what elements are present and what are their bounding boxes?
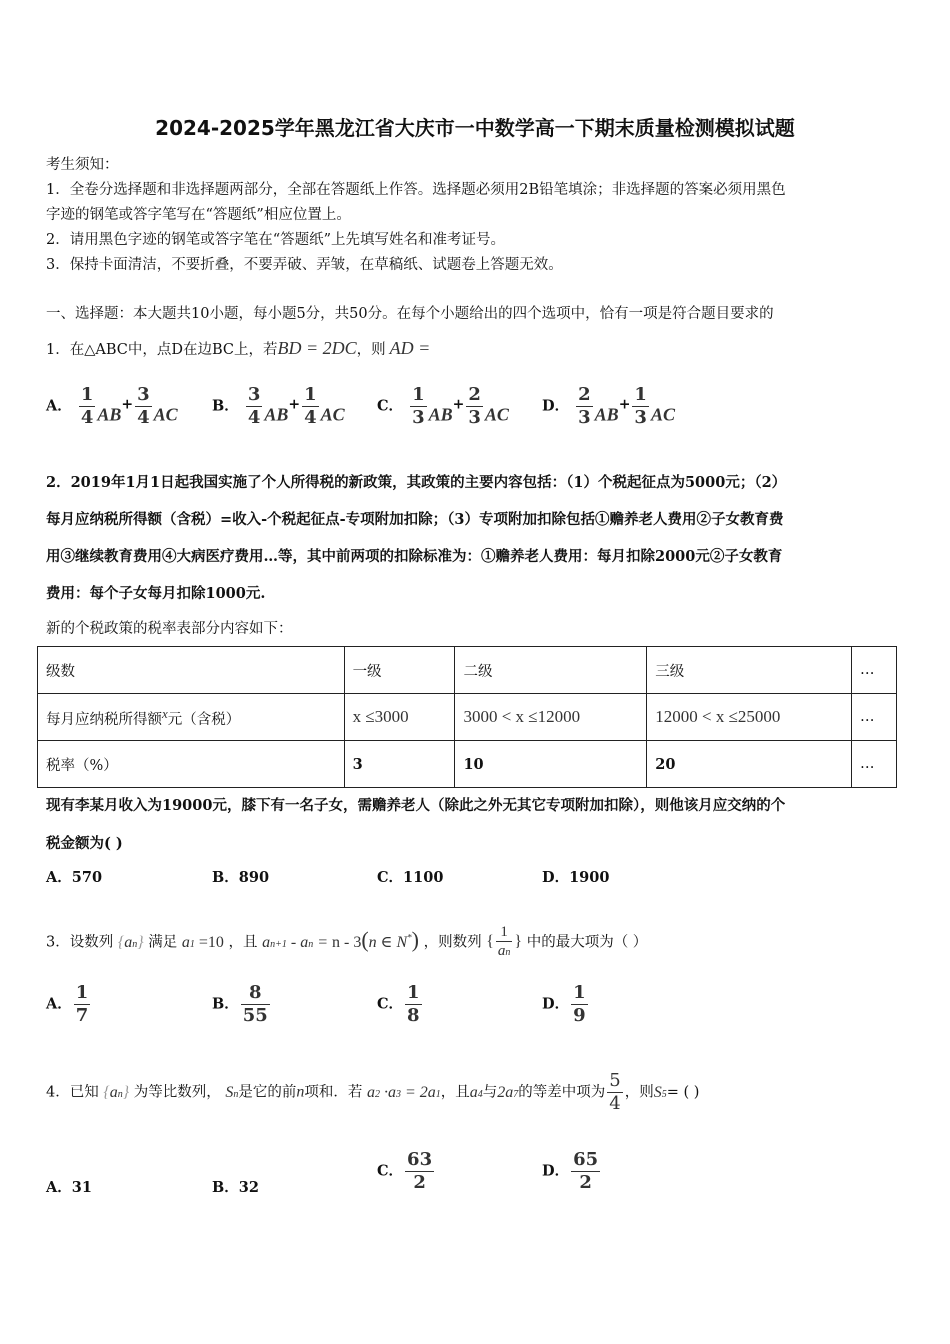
q4-n: n — [296, 1083, 305, 1101]
q4-text: 为等比数列， — [133, 1084, 221, 1101]
q3-text: ，则数列 — [423, 934, 482, 951]
table-cell: x ≤3000 — [344, 694, 455, 741]
q3-text: 中的最大项为（ ） — [526, 934, 648, 951]
option-value: 890 — [238, 869, 270, 886]
q4-text: ，则 — [624, 1084, 654, 1101]
q2-option-d[interactable] — [542, 866, 609, 887]
vector-ac: AC — [484, 404, 509, 425]
q4-option-b[interactable] — [212, 1176, 259, 1197]
option-label: B． — [212, 869, 239, 886]
notice-line-1: 1．全卷分选择题和非选择题两部分，全部在答题纸上作答。选择题必须用2B铅笔填涂；非选择题的答案必须用黑色 — [46, 182, 786, 198]
plus-sign: + — [618, 396, 631, 413]
table-row — [38, 741, 897, 788]
q4-seq: {an} — [103, 1083, 130, 1101]
q3-seq: {an} — [117, 933, 144, 951]
q2-line-4: 费用：每个子女每月扣除1000元. — [46, 585, 266, 602]
fraction: $\frac{3}{4}$ — [247, 384, 261, 428]
option-label: C． — [377, 1162, 404, 1180]
table-cell: 12000 < x ≤25000 — [647, 694, 852, 741]
option-label: C． — [377, 397, 404, 415]
option-label: A． — [46, 995, 72, 1013]
fraction: $\frac{5}{4}$ — [609, 1070, 621, 1114]
option-label: D． — [542, 1162, 570, 1180]
vector-ac: AC — [153, 404, 178, 425]
option-label: C． — [377, 869, 404, 886]
fraction: $\frac{2}{3}$ — [468, 384, 481, 428]
option-value: 1100 — [403, 869, 444, 886]
q4-text: 与 — [482, 1084, 498, 1101]
q1-option-a[interactable] — [46, 384, 178, 429]
notice-heading: 考生须知： — [46, 157, 119, 173]
option-label: D． — [542, 869, 570, 886]
cell-text: 元（含税） — [167, 711, 241, 728]
option-label: B． — [212, 397, 239, 415]
plus-sign: + — [288, 396, 301, 413]
q4-a4: a4 — [469, 1083, 483, 1101]
option-label: A． — [46, 869, 72, 886]
question-3-stem — [46, 923, 647, 962]
fraction: $\frac{3}{4}$ — [137, 384, 150, 428]
q4-text: 是它的前 — [238, 1084, 297, 1101]
q1-stem-a: 1．在△ABC中，点D在边BC上，若 — [46, 342, 278, 358]
fraction: $\frac{1}{4}$ — [80, 384, 94, 428]
q4-2a7: 2a7 — [497, 1083, 519, 1101]
fraction: $\frac{8}{55}$ — [242, 982, 268, 1026]
fraction: $\frac{1}{9}$ — [573, 982, 586, 1026]
table-cell: 税率（%） — [38, 741, 345, 788]
q2-line-7: 税金额为( ) — [46, 835, 123, 852]
option-value: 32 — [238, 1179, 259, 1196]
option-label: D． — [542, 397, 570, 415]
q3-text: 满足 — [148, 934, 178, 951]
option-value: 570 — [71, 869, 103, 886]
fraction: $\frac{2}{3}$ — [578, 384, 591, 428]
q3-text: ，且 — [228, 934, 258, 951]
q4-sn: Sn — [225, 1083, 239, 1101]
table-cell: 二级 — [455, 647, 647, 694]
q3-reciprocal-seq: { $\frac{1}{an}$ } — [486, 923, 522, 962]
vector-ac: AC — [320, 404, 345, 425]
page-title: 2024-2025学年黑龙江省大庆市一中数学高一下期末质量检测模拟试题 — [155, 116, 795, 140]
q4-text: 项和．若 — [304, 1084, 363, 1101]
table-cell: 10 — [455, 741, 647, 788]
option-label: B． — [212, 995, 239, 1013]
q1-stem-b: ，则 — [356, 342, 386, 358]
table-cell: 3000 < x ≤12000 — [455, 694, 647, 741]
q1-option-b[interactable] — [212, 384, 345, 429]
table-cell — [38, 694, 345, 741]
q3-option-b[interactable] — [212, 982, 272, 1027]
option-label: D． — [542, 995, 570, 1013]
table-row — [38, 694, 897, 741]
q2-line-3: 用③继续教育费用④大病医疗费用…等，其中前两项的扣除标准为：①赡养老人费用：每月扣除2000元②子女教育 — [46, 548, 783, 565]
var-x: x — [162, 705, 168, 721]
option-label: A． — [46, 1179, 72, 1196]
q3-recurrence: an+1 - an = n - 3(n ∈ N*) — [262, 926, 419, 952]
q1-ask: AD = — [389, 338, 431, 358]
q1-option-d[interactable] — [542, 384, 675, 429]
option-label: C． — [377, 995, 404, 1013]
notice-line-1b: 字迹的钢笔或答字笔写在“答题纸”相应位置上。 — [46, 207, 351, 223]
q3-text: 3．设数列 — [46, 934, 114, 951]
fraction: $\frac{1}{4}$ — [304, 384, 317, 428]
q2-option-b[interactable] — [212, 866, 269, 887]
table-cell: … — [852, 694, 897, 741]
table-row — [38, 647, 897, 694]
fraction: $\frac{1}{3}$ — [412, 384, 425, 428]
q2-line-1: 2．2019年1月1日起我国实施了个人所得税的新政策，其政策的主要内容包括：（1）个税起征点为5000元；（2） — [46, 474, 787, 491]
section-heading: 一、选择题：本大题共10小题，每小题5分，共50分。在每个小题给出的四个选项中，恰有一项是符合题目要求的 — [46, 306, 774, 322]
vector-ab: AB — [594, 404, 619, 425]
table-cell: 级数 — [38, 647, 345, 694]
vector-ab: AB — [428, 404, 453, 425]
q4-condition: a2 ·a3 = 2a1 — [366, 1083, 441, 1101]
q1-option-c[interactable] — [377, 384, 509, 429]
plus-sign: + — [452, 396, 465, 413]
fraction: $\frac{65}{2}$ — [573, 1149, 599, 1193]
plus-sign: + — [121, 396, 134, 413]
cell-text: 每月应纳税所得额 — [46, 711, 162, 728]
q1-condition: BD = 2DC — [277, 338, 357, 358]
table-cell: 一级 — [344, 647, 455, 694]
q3-option-c[interactable] — [377, 982, 424, 1027]
table-cell: 3 — [344, 741, 455, 788]
q2-option-c[interactable] — [377, 866, 443, 887]
notice-line-3: 3．保持卡面清洁，不要折叠，不要弄破、弄皱，在草稿纸、试题卷上答题无效。 — [46, 257, 563, 273]
q2-line-5: 新的个税政策的税率表部分内容如下： — [46, 621, 293, 637]
q3-option-a[interactable] — [46, 982, 92, 1027]
q2-line-2: 每月应纳税所得额（含税）=收入-个税起征点-专项附加扣除；（3）专项附加扣除包括①赡养老人费用②子女教育费 — [46, 511, 784, 528]
q4-s5: S5 — [653, 1083, 667, 1101]
option-label: B． — [212, 1179, 239, 1196]
table-cell: 三级 — [647, 647, 852, 694]
option-value: 1900 — [569, 869, 610, 886]
fraction: $\frac{1}{3}$ — [634, 384, 647, 428]
q4-option-c[interactable] — [377, 1149, 436, 1194]
table-cell: 20 — [647, 741, 852, 788]
fraction: $\frac{1}{7}$ — [75, 982, 89, 1026]
q4-text: = ( ) — [666, 1084, 700, 1101]
question-4-stem — [46, 1070, 699, 1115]
q4-text: 的等差中项为 — [518, 1084, 606, 1101]
fraction: $\frac{63}{2}$ — [407, 1149, 433, 1193]
vector-ab: AB — [264, 404, 289, 425]
vector-ac: AC — [650, 404, 675, 425]
table-cell: … — [852, 647, 897, 694]
option-value: 31 — [71, 1179, 92, 1196]
vector-ab: AB — [97, 404, 122, 425]
q2-option-a[interactable] — [46, 866, 102, 887]
q4-text: 4．已知 — [46, 1084, 99, 1101]
fraction: $\frac{1}{8}$ — [407, 982, 420, 1026]
table-cell: … — [852, 741, 897, 788]
q4-text: ，且 — [440, 1084, 470, 1101]
tax-rate-table — [37, 646, 897, 788]
question-1-stem — [46, 338, 430, 359]
option-label: A． — [46, 397, 72, 415]
q4-option-d[interactable] — [542, 1149, 602, 1194]
q3-option-d[interactable] — [542, 982, 590, 1027]
q3-a1: a1 =10 — [181, 933, 224, 951]
notice-line-2: 2．请用黑色字迹的钢笔或答字笔在“答题纸”上先填写姓名和准考证号。 — [46, 232, 506, 248]
q2-line-6: 现有李某月收入为19000元，膝下有一名子女，需赡养老人（除此之外无其它专项附加扣除），则他该月应交纳的个 — [46, 797, 786, 814]
q4-option-a[interactable] — [46, 1176, 92, 1197]
